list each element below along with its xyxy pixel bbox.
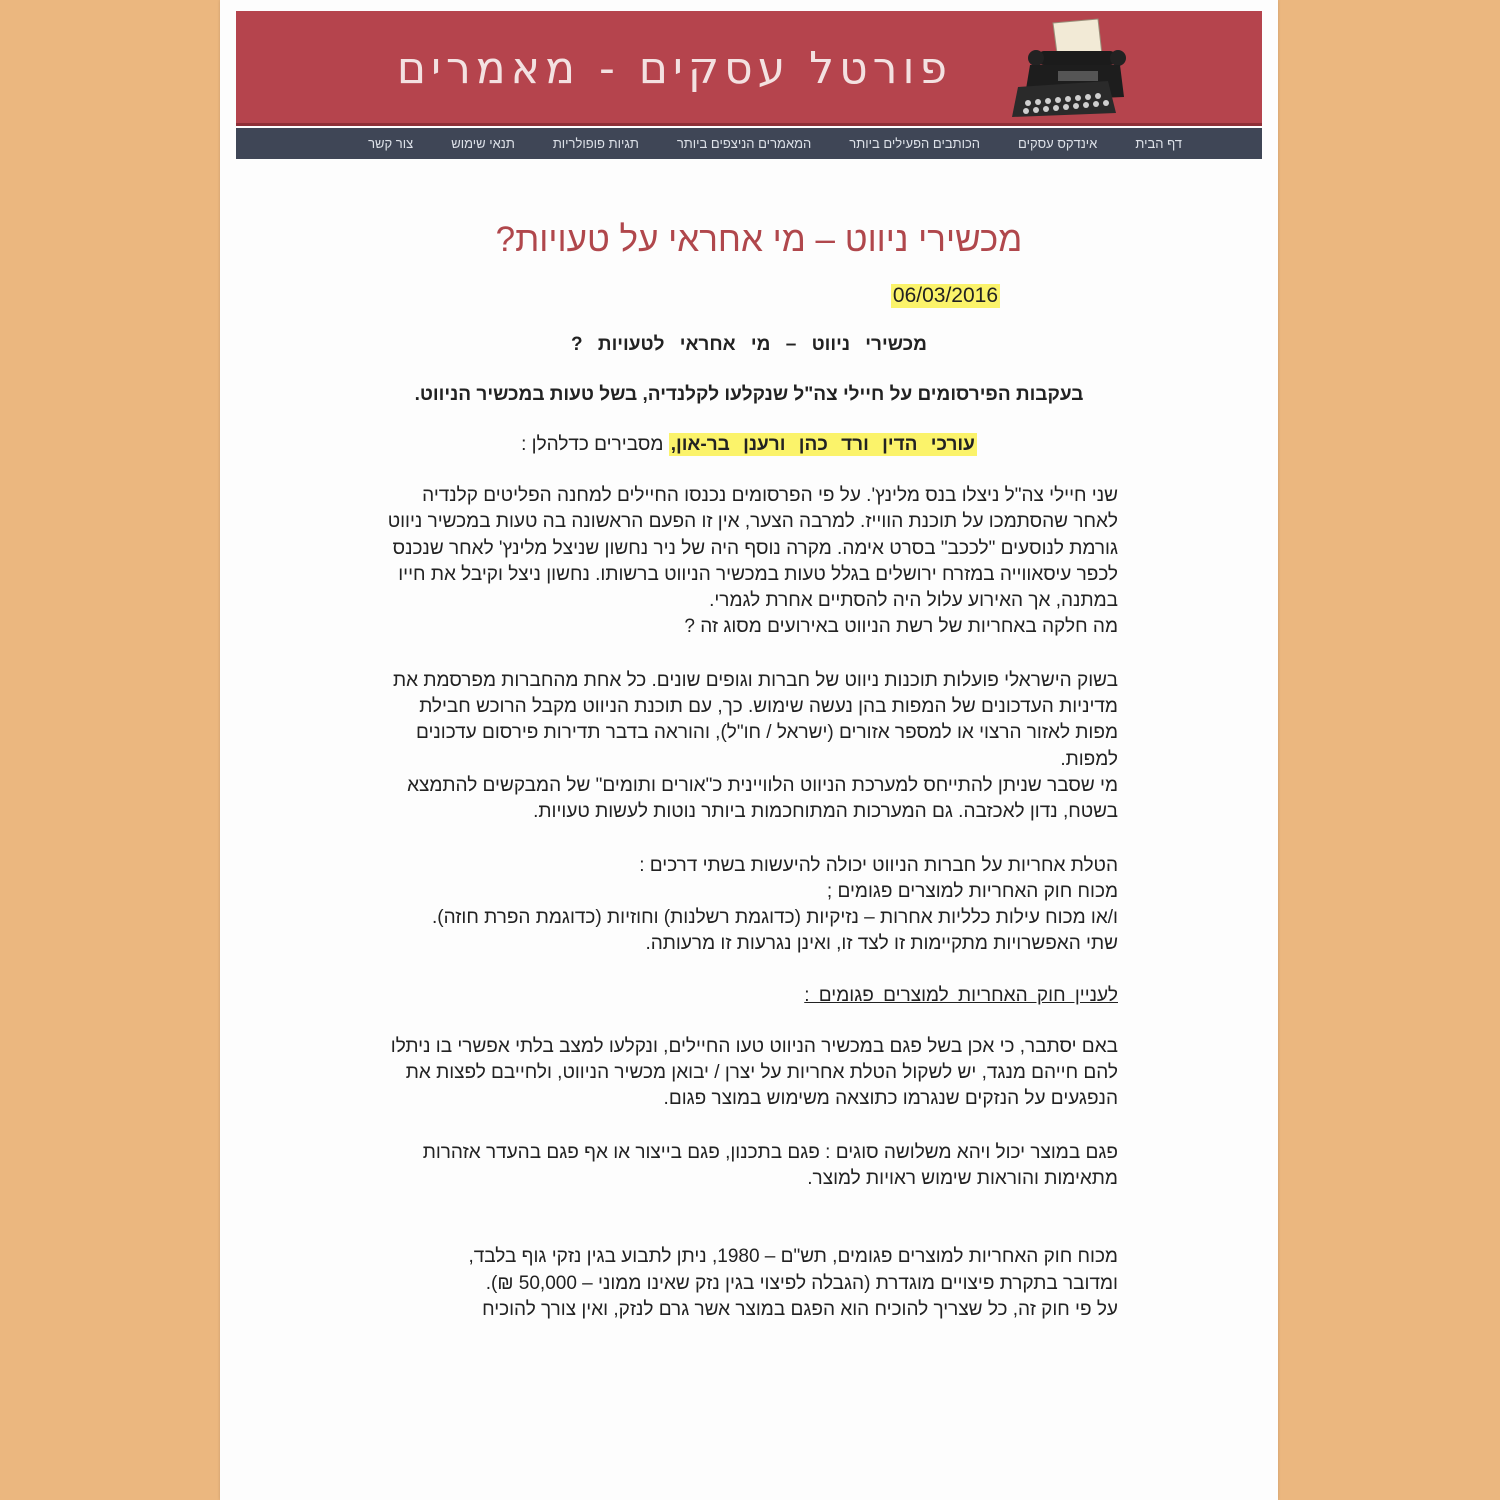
paragraph-6-line-2: ומדובר בתקרת פיצויים מוגדרת (הגבלה לפיצוי בגין נזק שאינו ממוני – 50,000 ₪). [485, 1272, 1118, 1294]
site-banner [236, 11, 1262, 126]
authors-suffix: מסבירים כדלהלן : [521, 434, 669, 455]
article-subtitle: מכשירי ניווט – מי אחראי לטעויות ? [571, 334, 927, 355]
authors-line [380, 434, 1118, 456]
author-names: עורכי הדין ורד כהן ורענן בר-און, [670, 434, 975, 455]
paragraph-5-text: פגם במוצר יכול ויהא משלושה סוגים : פגם בתכנון, פגם בייצור או אף פגם בהעדר אזהרות מתאימות והוראות שימוש ראויות למוצר. [422, 1141, 1118, 1189]
nav-active-writers[interactable]: הכותבים הפעילים ביותר [849, 136, 981, 151]
paragraph-4 [380, 1034, 1118, 1113]
paragraph-2-cont: מי שסבר שניתן להתייחס למערכת הניווט הלוויינית כ"אורים ותומים" של המבקשים להתמצא בשטח, נדון לאכזבה. גם המערכות המתוחכמות ביותר נוטות לעשות טעויות. [407, 774, 1118, 823]
site-title: פורטל עסקים - מאמרים [396, 43, 952, 94]
paragraph-1 [380, 483, 1118, 641]
article-body [380, 220, 1118, 1323]
paragraph-3-line-3: ו/או מכוח עילות כלליות אחרות – נזיקיות (כדוגמת רשלנות) וחוזיות (כדוגמת הפרת חוזה). [432, 907, 1118, 929]
paragraph-3-line-4: שתי האפשרויות מתקיימות זו לצד זו, ואינן נגרעות זו מרעותה. [645, 933, 1118, 955]
main-nav [236, 128, 1262, 159]
paragraph-3-line-1: הטלת אחריות על חברות הניווט יכולה להיעשות בשתי דרכים : [639, 854, 1118, 876]
paragraph-6-line-1: מכוח חוק האחריות למוצרים פגומים, תש"ם – 1980, ניתן לתבוע בגין נזקי גוף בלבד, [468, 1246, 1118, 1268]
paragraph-6-line-3: על פי חוק זה, כל שצריך להוכיח הוא הפגם במוצר אשר גרם לנזק, ואין צורך להוכיח [482, 1298, 1118, 1320]
paragraph-1-text: שני חיילי צה"ל ניצלו בנס מלינץ'. על פי הפרסומים נכנסו החיילים למחנה הפליטים קלנדיה לאחר שהסתמכו על תוכנת הווייז. למרבה הצער, אין זו הפעם הראשונה בה טעות במכשיר ניווט גורמת לנוסעים "לככב" בסרט אימה. מקרה נוסף היה של ניר נחשון שניצל מלינץ' לאחר שנכנס לכפר עיסאווייה במזרח ירושלים בגלל טעות במכשיר הניווט ברשותו. נחשון ניצל וקיבל את חייו במתנה, אך האירוע עלול היה להסתיים אחרת לגמרי. [387, 485, 1118, 612]
paragraph-3-line-2: מכוח חוק האחריות למוצרים פגומים ; [826, 880, 1118, 902]
paragraph-6 [380, 1244, 1118, 1323]
paragraph-4-text: באם יסתבר, כי אכן בשל פגם במכשיר הניווט טעו החיילים, ונקלעו למצב בלתי אפשרי בו ניתלו להם חייהם מנגד, יש לשקול הטלת אחריות על יצרן / יבואן מכשיר הניווט, ולחייבם לפצות את הנפגעים על הנזקים שנגרמו כתוצאה משימוש במוצר פגום. [390, 1035, 1118, 1110]
article-lead: בעקבות הפירסומים על חיילי צה"ל שנקלעו לקלנדיה, בשל טעות במכשיר הניווט. [414, 384, 1084, 405]
article-title: מכשירי ניווט – מי אחראי על טעויות? [495, 220, 1023, 259]
paragraph-3 [380, 853, 1118, 958]
nav-terms[interactable]: תנאי שימוש [451, 136, 515, 151]
nav-business-index[interactable]: אינדקס עסקים [1018, 136, 1098, 151]
paragraph-5 [380, 1140, 1118, 1193]
nav-home[interactable]: דף הבית [1135, 136, 1182, 151]
nav-popular-tags[interactable]: תגיות פופולריות [552, 136, 639, 151]
typewriter-logo [998, 17, 1128, 121]
section-heading: לעניין חוק האחריות למוצרים פגומים : [804, 984, 1118, 1006]
paragraph-2-text: בשוק הישראלי פועלות תוכנות ניווט של חברות וגופים שונים. כל אחת מהחברות מפרסמת את מדיניות העדכונים של המפות בהן נעשה שימוש. כך, עם תוכנת הניווט מקבל הרוכש חבילת מפות לאזור הרצוי או למספר אזורים (ישראל / חו"ל), והוראה בדבר תדירות פירסום עדכונים למפות. [393, 669, 1118, 770]
article-date: 06/03/2016 [892, 284, 998, 307]
paragraph-1-question: מה חלקה באחריות של רשת הניווט באירועים מסוג זה ? [684, 616, 1118, 638]
document-page [220, 0, 1278, 1500]
nav-contact[interactable]: צור קשר [368, 136, 414, 151]
date-row [380, 284, 1118, 312]
paragraph-2 [380, 668, 1118, 826]
nav-most-viewed[interactable]: המאמרים הניצפים ביותר [676, 136, 812, 151]
